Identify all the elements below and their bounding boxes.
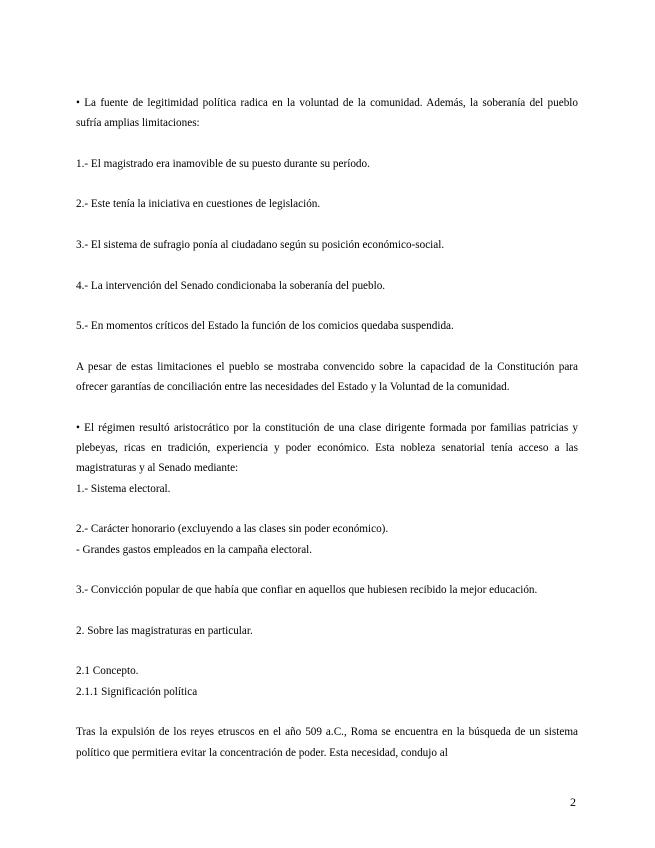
list-item-honorario: 2.- Carácter honorario (excluyendo a las clases sin poder económico). <box>76 523 389 536</box>
paragraph-limitaciones: A pesar de estas limitaciones el pueblo se mostraba convencido sobre la capacidad de la Constitución para ofrecer garantías de conciliación entre las necesidades del Estado y la Voluntad de la comunidad. <box>76 360 578 394</box>
list-item-3: 3.- El sistema de sufragio ponía al ciudadano según su posición económico-social. <box>76 239 445 252</box>
paragraph-regimen: • El régimen resultó aristocrático por la constitución de una clase dirigente formada por familias patricias y plebeyas, ricas en tradición, experiencia y poder económico. Esta nobleza senatorial tenía acceso a las magistraturas y al Senado mediante: <box>76 421 578 475</box>
list-item-gastos: - Grandes gastos empleados en la campaña electoral. <box>76 543 313 556</box>
list-item-4: 4.- La intervención del Senado condicionaba la soberanía del pueblo. <box>76 279 386 292</box>
page-number: 2 <box>570 795 576 809</box>
list-item-2: 2.- Este tenía la iniciativa en cuestiones de legislación. <box>76 198 321 211</box>
paragraph-legitimidad: • La fuente de legitimidad política radica en la voluntad de la comunidad. Además, la soberanía del pueblo sufría amplias limitaciones: <box>76 97 578 130</box>
list-item-1: 1.- El magistrado era inamovible de su puesto durante su período. <box>76 157 370 170</box>
section-heading-magistraturas: 2. Sobre las magistraturas en particular. <box>76 624 253 637</box>
list-item-electoral: 1.- Sistema electoral. <box>76 482 171 495</box>
document-body <box>76 93 578 763</box>
paragraph-expulsion: Tras la expulsión de los reyes etruscos en el año 509 a.C., Roma se encuentra en la búsqueda de un sistema político que permitiera evitar la concentración de poder. Esta necesidad, condujo al <box>76 726 578 759</box>
subsection-heading-significacion: 2.1.1 Significación política <box>76 685 198 698</box>
list-item-conviccion: 3.- Convicción popular de que había que confiar en aquellos que hubiesen recibido la mejor educación. <box>76 584 538 597</box>
subsection-heading-concepto: 2.1 Concepto. <box>76 665 139 678</box>
list-item-5: 5.- En momentos críticos del Estado la función de los comicios quedaba suspendida. <box>76 320 454 333</box>
